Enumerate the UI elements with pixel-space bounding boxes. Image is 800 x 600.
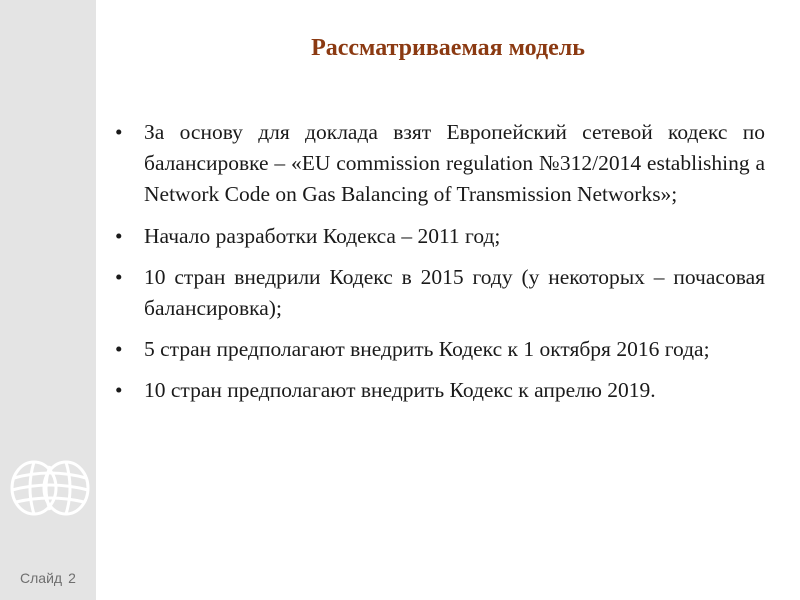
bullet-item: • 10 стран внедрили Кодекс в 2015 году (у некоторых – почасовая балансировка); — [115, 262, 765, 324]
slide-number-label: Слайд — [20, 570, 63, 586]
bullet-item: • 10 стран предполагают внедрить Кодекс к апрелю 2019. — [115, 375, 765, 406]
globe-network-icon — [8, 456, 92, 520]
slide-number — [20, 570, 82, 586]
bullet-item: • За основу для доклада взят Европейский сетевой кодекс по балансировке – «EU commission regulation №312/2014 establishing a Network Code on Gas Balancing of Transmission Networks»; — [115, 117, 765, 211]
slide-title: Рассматриваемая модель — [311, 35, 585, 61]
bullet-list — [115, 117, 765, 416]
bullet-item: • Начало разработки Кодекса – 2011 год; — [115, 221, 765, 252]
sidebar-panel — [0, 0, 96, 600]
slide-number-value: 2 — [68, 570, 76, 586]
bullet-item: • 5 стран предполагают внедрить Кодекс к 1 октября 2016 года; — [115, 334, 765, 365]
